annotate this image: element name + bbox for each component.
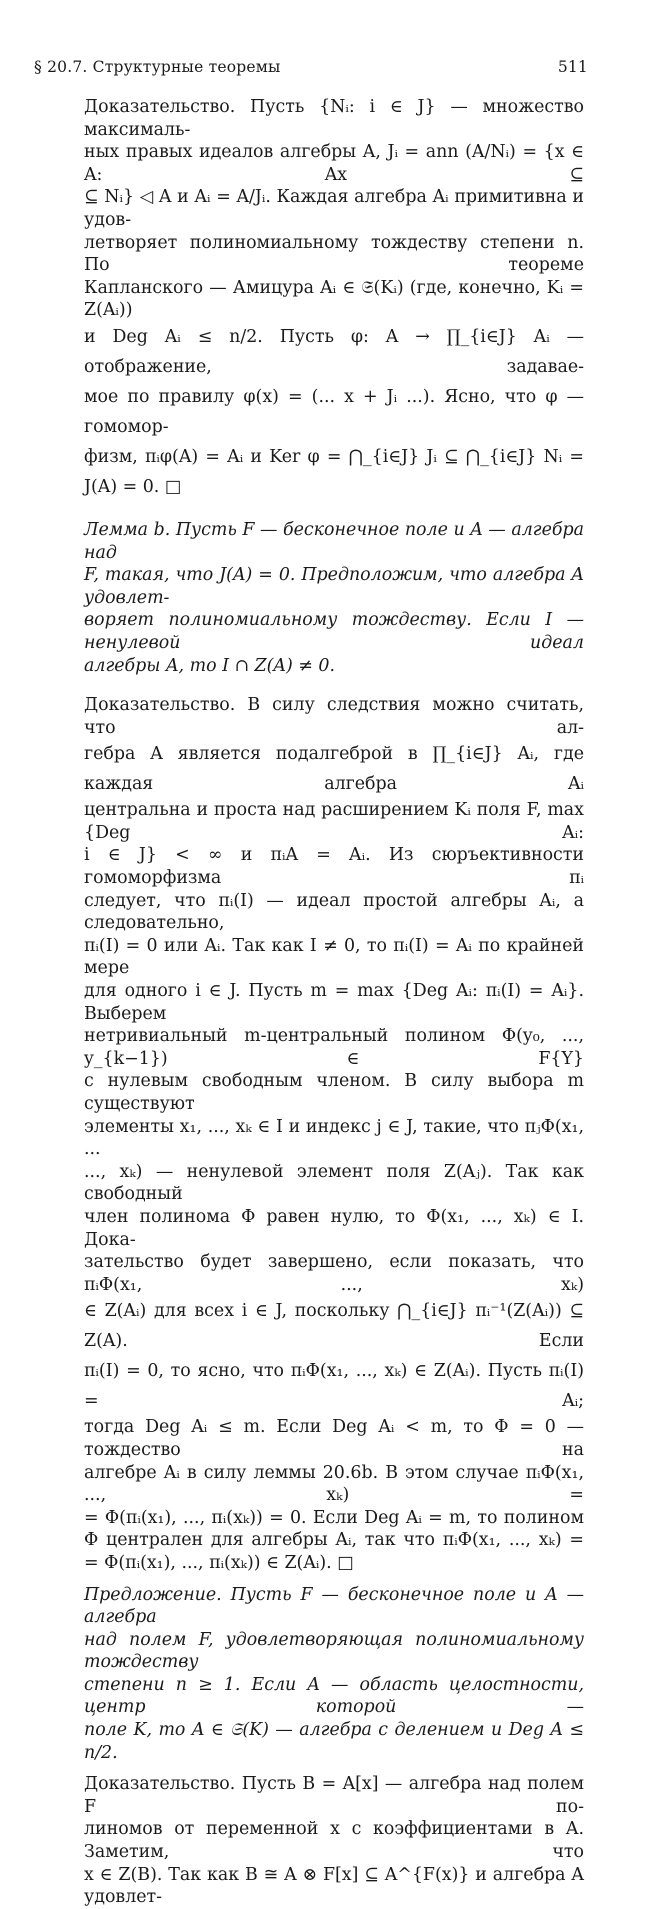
text-line: ∈ Z(Aᵢ) для всех i ∈ J, поскольку ⋂_{i∈J} πᵢ⁻¹(Z(Aᵢ)) ⊆ Z(A). Если xyxy=(84,1301,584,1352)
text-line: элементы x₁, ..., xₖ ∈ I и индекс j ∈ J, такие, что πⱼΦ(x₁, ... xyxy=(84,1116,584,1160)
text-line: тогда Deg Aᵢ ≤ m. Если Deg Aᵢ < m, то Φ = 0 — тождество на xyxy=(84,1417,584,1460)
text-line: πᵢ(I) = 0 или Aᵢ. Так как I ≠ 0, то πᵢ(I) = Aᵢ по крайней мере xyxy=(84,935,584,979)
text-line: πᵢ(I) = 0, то ясно, что πᵢΦ(x₁, ..., xₖ) ∈ Z(Aᵢ). Пусть πᵢ(I) = Aᵢ; xyxy=(84,1361,584,1412)
text-line: член полинома Φ равен нулю, то Φ(x₁, ..., xₖ) ∈ I. Дока- xyxy=(84,1206,584,1250)
text-line: для одного i ∈ J. Пусть m = max {Deg Aᵢ: πᵢ(I) = Aᵢ}. Выберем xyxy=(84,981,584,1024)
text-line: воряет полиномиальному тождеству. Если I — ненулевой идеал xyxy=(84,610,584,653)
text-line: зательство будет завершено, если показать, что πᵢΦ(x₁, ..., xₖ) xyxy=(84,1252,584,1295)
text-line: Доказательство. В силу следствия можно считать, что ал- xyxy=(84,695,584,738)
running-header xyxy=(34,58,588,76)
text-line: = Φ(πᵢ(x₁), ..., πᵢ(xₖ)) ∈ Z(Aᵢ). □ xyxy=(84,1552,354,1573)
text-line: x ∈ Z(B). Так как B ≅ A ⊗ F[x] ⊆ A^{F(x)} и алгебра A удовлет- xyxy=(84,1864,584,1908)
text-line: летворяет полиномиальному тождеству степени n. По теореме xyxy=(84,232,584,276)
page-body xyxy=(84,96,584,1909)
text-line: линомов от переменной x с коэффициентами в A. Заметим, что xyxy=(84,1819,584,1863)
proof-paragraph-2 xyxy=(84,694,584,1574)
proof-paragraph-1 xyxy=(84,96,584,502)
page-number: 511 xyxy=(557,58,588,76)
lemma-paragraph xyxy=(84,519,584,677)
text-line: Φ централен для алгебры Aᵢ, так что πᵢΦ(x₁, ..., xₖ) = xyxy=(84,1530,584,1551)
text-line: с нулевым свободным членом. В силу выбора m существуют xyxy=(84,1071,584,1114)
text-line: и Deg Aᵢ ≤ n/2. Пусть φ: A → ∏_{i∈J} Aᵢ — отображение, задавае- xyxy=(84,326,584,377)
text-line: ..., xₖ) — ненулевой элемент поля Z(Aⱼ). Так как свободный xyxy=(84,1161,584,1205)
text-line: F, такая, что J(A) = 0. Предположим, что алгебра A удовлет- xyxy=(84,565,584,608)
text-line: физм, πᵢφ(A) = Aᵢ и Ker φ = ⋂_{i∈J} Jᵢ ⊆ ⋂_{i∈J} Nᵢ = J(A) = 0. □ xyxy=(84,446,584,497)
text-line: i ∈ J} < ∞ и πᵢA = Aᵢ. Из сюръективности гомоморфизма πᵢ xyxy=(84,845,584,889)
proof-paragraph-3 xyxy=(84,1773,584,1909)
text-line: мое по правилу φ(x) = (... x + Jᵢ ...). Ясно, что φ — гомомор- xyxy=(84,386,584,437)
text-line: Доказательство. Пусть B = A[x] — алгебра над полем F по- xyxy=(84,1774,584,1817)
text-line: = Φ(πᵢ(x₁), ..., πᵢ(xₖ)) = 0. Если Deg Aᵢ = m, то полином xyxy=(84,1507,584,1528)
text-line: Предложение. Пусть F — бесконечное поле и A — алгебра xyxy=(84,1584,584,1628)
text-line: нетривиальный m-центральный полином Φ(y₀, ..., y_{k−1}) ∈ F{Y} xyxy=(84,1026,584,1069)
text-line: алгебры A, то I ∩ Z(A) ≠ 0. xyxy=(84,655,335,676)
text-line: алгебре Aᵢ в силу леммы 20.6b. В этом случае πᵢΦ(x₁, ..., xₖ) = xyxy=(84,1462,584,1506)
text-line: над полем F, удовлетворяющая полиномиальному тождеству xyxy=(84,1629,584,1673)
text-line: гебра A является подалгеброй в ∏_{i∈J} Aᵢ, где каждая алгебра Aᵢ xyxy=(84,744,584,795)
text-line: Капланского — Амицура Aᵢ ∈ 𝔖(Kᵢ) (где, конечно, Kᵢ = Z(Aᵢ)) xyxy=(84,277,584,321)
text-line: центральна и проста над расширением Kᵢ поля F, max {Deg Aᵢ: xyxy=(84,800,584,843)
text-line: Лемма b. Пусть F — бесконечное поле и A — алгебра над xyxy=(84,519,584,563)
text-line: ⊆ Nᵢ} ◁ A и Aᵢ = A/Jᵢ. Каждая алгебра Aᵢ примитивна и удов- xyxy=(84,187,584,230)
text-line: степени n ≥ 1. Если A — область целостности, центр которой — xyxy=(84,1674,584,1718)
text-line: следует, что πᵢ(I) — идеал простой алгебры Aᵢ, а следовательно, xyxy=(84,890,584,934)
text-line: ных правых идеалов алгебры A, Jᵢ = ann (A/Nᵢ) = {x ∈ A: Ax ⊆ xyxy=(84,142,584,185)
proposition-paragraph xyxy=(84,1584,584,1765)
text-line: Доказательство. Пусть {Nᵢ: i ∈ J} — множество максималь- xyxy=(84,97,584,140)
section-title: § 20.7. Структурные теоремы xyxy=(34,58,281,76)
text-line: поле K, то A ∈ 𝔖(K) — алгебра с делением и Deg A ≤ n/2. xyxy=(84,1720,584,1763)
